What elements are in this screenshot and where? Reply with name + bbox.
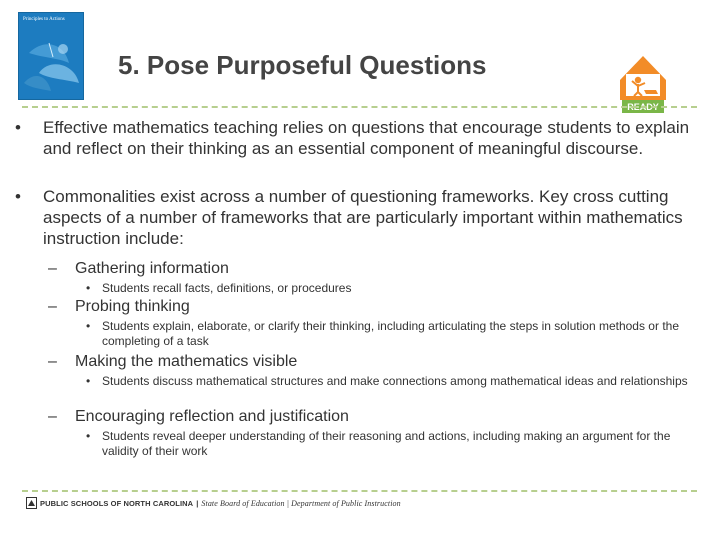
detail-item	[86, 281, 710, 296]
state-seal-icon	[26, 497, 37, 509]
bullet-text: Commonalities exist across a number of questioning frameworks. Key cross cutting aspects of a number of frameworks that are particularly important within mathematics instruction include:	[43, 187, 683, 248]
leaf-pattern-icon	[19, 13, 83, 99]
sub-list-item	[48, 297, 695, 316]
footer-board: State Board of Education | Department of Public Instruction	[201, 498, 401, 508]
top-divider	[22, 106, 697, 108]
sub-item-label: Probing thinking	[75, 298, 190, 315]
footer-org: PUBLIC SCHOOLS OF NORTH CAROLINA	[40, 498, 194, 508]
bullet-icon: •	[86, 319, 91, 333]
bullet-icon: •	[15, 118, 21, 137]
footer-separator: |	[196, 498, 199, 508]
detail-text: Students discuss mathematical structures and make connections among mathematical ideas and relationships	[102, 374, 688, 388]
slide-title: 5. Pose Purposeful Questions	[118, 50, 487, 80]
bullet-icon: •	[86, 429, 91, 443]
detail-text: Students explain, elaborate, or clarify their thinking, including articulating the steps in solution methods or the completing of a task	[102, 319, 679, 348]
dash-icon: –	[48, 353, 57, 370]
detail-text: Students reveal deeper understanding of their reasoning and actions, including making an argument for the validity of their work	[102, 429, 671, 458]
sub-item-label: Encouraging reflection and justification	[75, 408, 349, 425]
bottom-divider	[22, 490, 697, 492]
dash-icon: –	[48, 260, 57, 277]
detail-text: Students recall facts, definitions, or procedures	[102, 281, 352, 295]
bullet-icon: •	[15, 187, 21, 206]
ready-logo-text: READY	[627, 102, 659, 112]
book-cover-title: Principles to Actions	[23, 17, 65, 22]
book-cover-image	[18, 12, 84, 100]
dash-icon: –	[48, 408, 57, 425]
bullet-text: Effective mathematics teaching relies on questions that encourage students to explain and reflect on their thinking as an essential component of meaningful discourse.	[43, 118, 690, 158]
sub-item-label: Making the mathematics visible	[75, 353, 298, 370]
dash-icon: –	[48, 298, 57, 315]
bullet-icon: •	[86, 374, 91, 388]
list-item	[15, 117, 708, 159]
list-item	[15, 186, 708, 249]
detail-item	[86, 374, 710, 389]
sub-list-item	[48, 259, 695, 278]
detail-item	[86, 429, 710, 459]
detail-item	[86, 319, 710, 349]
sub-list-item	[48, 352, 695, 371]
sub-list-item	[48, 407, 695, 426]
footer	[26, 495, 401, 511]
sub-item-label: Gathering information	[75, 260, 229, 277]
bullet-icon: •	[86, 281, 91, 295]
